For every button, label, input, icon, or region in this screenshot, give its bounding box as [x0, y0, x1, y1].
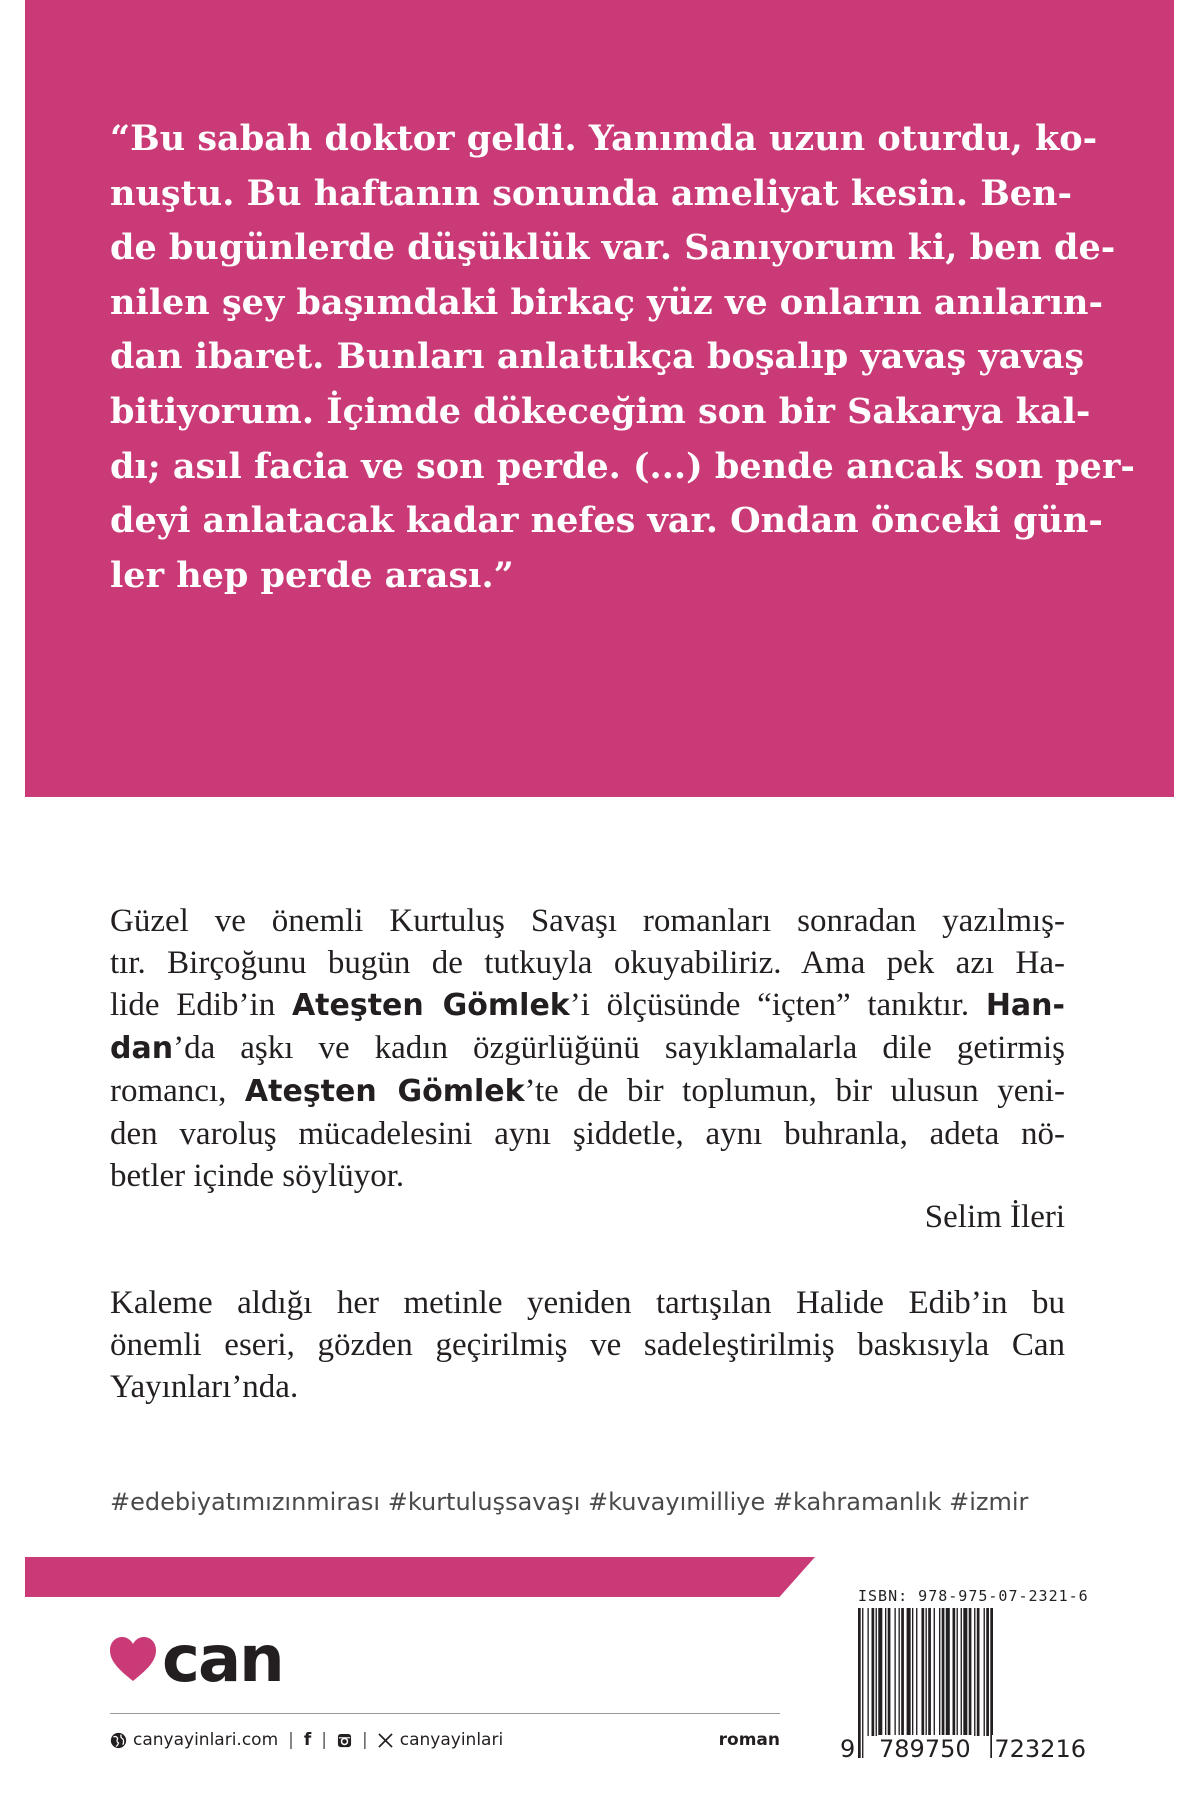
barcode-bar [912, 1608, 913, 1736]
barcode-bar [921, 1608, 924, 1736]
review-author: Selim İleri [924, 1199, 1065, 1235]
book-title: Han- [985, 988, 1065, 1023]
publisher-logo [108, 1623, 283, 1697]
footer-divider [110, 1713, 780, 1714]
blurb-line: den varoluş mücadelesini aynı şiddetle, aynı buhranla, adeta nö- [110, 1116, 1065, 1152]
barcode-bar [899, 1608, 900, 1736]
separator: | [321, 1730, 328, 1750]
x-link[interactable] [378, 1730, 503, 1750]
barcode-bar [894, 1608, 895, 1736]
book-title: dan [110, 1031, 174, 1066]
blurb-line: Güzel ve önemli Kurtuluş Savaşı romanları sonradan yazılmış- [110, 903, 1065, 939]
barcode-bar [986, 1608, 989, 1736]
back-cover-quote [110, 112, 1135, 603]
barcode-digit-group: 723216 [994, 1735, 1086, 1763]
quote-line: bitiyorum. İçimde dökeceğim son bir Sakarya kal- [110, 390, 1091, 432]
quote-line: nilen şey başımdaki birkaç yüz ve onların anıların- [110, 281, 1104, 323]
barcode-bar [872, 1608, 875, 1736]
facebook-icon[interactable]: f [303, 1730, 312, 1750]
quote-line: ler hep perde arası.” [110, 554, 514, 596]
barcode-bar [901, 1608, 904, 1736]
globe-icon [110, 1732, 127, 1749]
publisher-note [110, 1282, 1065, 1408]
genre-label: roman [718, 1730, 780, 1750]
note-line: Yayınları’nda. [110, 1369, 299, 1405]
barcode-bar [916, 1608, 917, 1736]
blurb-line: betler içinde söylüyor. [110, 1158, 405, 1194]
barcode-bar [878, 1608, 882, 1736]
barcode-bar [963, 1608, 967, 1736]
barcode-bar [907, 1608, 911, 1736]
note-line: Kaleme aldığı her metinle yeniden tartışılan Halide Edib’in bu [110, 1285, 1065, 1321]
barcode-bar [888, 1608, 891, 1736]
barcode-bar [876, 1608, 877, 1736]
quote-line: dı; asıl facia ve son perde. (...) bende ancak son per- [110, 445, 1135, 487]
barcode-bar [939, 1608, 940, 1736]
barcode-bar [934, 1608, 935, 1736]
separator: | [288, 1730, 294, 1750]
quote-line: dan ibaret. Bunları anlattıkça boşalıp yavaş yavaş [110, 336, 1085, 378]
blurb-line: romancı, Ateşten Gömlek’te de bir toplumun, bir ulusun yeni- [110, 1073, 1066, 1109]
review-blurb [110, 900, 1065, 1197]
isbn-label: ISBN: 978-975-07-2321-6 [858, 1587, 1089, 1605]
blurb-line: tır. Birçoğunu bugün de tutkuyla okuyabiliriz. Ama pek azı Ha- [110, 945, 1065, 981]
blurb-line: lide Edib’in Ateşten Gömlek’i ölçüsünde “içten” tanıktır. Han- [110, 987, 1065, 1023]
footer-links [110, 1726, 780, 1754]
barcode-bar [942, 1608, 945, 1736]
blurb-line: dan’da aşkı ve kadın özgürlüğünü sayıklamalarla dile getirmiş [110, 1030, 1065, 1066]
book-title: Ateşten Gömlek [244, 1074, 525, 1109]
barcode-bar [984, 1608, 985, 1736]
barcode-bar [957, 1608, 958, 1736]
note-line: önemli eseri, gözden geçirilmiş ve sadeleştirilmiş baskısıyla Can [110, 1327, 1065, 1363]
website-text: canyayinlari.com [133, 1730, 279, 1750]
barcode-bar [946, 1608, 950, 1736]
barcode-bar [969, 1608, 972, 1736]
barcode-bar [885, 1608, 886, 1736]
website-link[interactable] [110, 1730, 278, 1750]
barcode-bar [977, 1608, 980, 1736]
barcode-bar [953, 1608, 956, 1736]
logo-wordmark: can [162, 1623, 283, 1697]
barcode-bar [867, 1608, 868, 1736]
separator: | [362, 1730, 368, 1750]
hashtags: #edebiyatımızınmirası #kurtuluşsavaşı #kuvayımilliye #kahramanlık #izmir [110, 1488, 1029, 1516]
quote-line: deyi anlatacak kadar nefes var. Ondan önceki gün- [110, 500, 1103, 542]
quote-line: “Bu sabah doktor geldi. Yanımda uzun oturdu, ko- [110, 118, 1098, 159]
accent-stripe [25, 1557, 815, 1597]
book-title: Ateşten Gömlek [291, 988, 570, 1023]
x-icon [378, 1733, 393, 1748]
quote-line: de bugünlerde düşüklük var. Sanıyorum ki, ben de- [110, 227, 1116, 269]
heart-icon [108, 1635, 158, 1685]
barcode-digits [838, 1735, 1088, 1763]
barcode-digit-group: 9 [840, 1735, 856, 1763]
social-handle: canyayinlari [399, 1730, 504, 1750]
barcode-digit-group: 789750 [879, 1735, 971, 1763]
barcode-bar [974, 1608, 975, 1736]
quote-line: nuştu. Bu haftanın sonunda ameliyat kesin. Ben- [110, 172, 1073, 214]
instagram-link[interactable] [337, 1733, 352, 1748]
instagram-icon [337, 1733, 352, 1748]
barcode-bar [961, 1608, 962, 1736]
